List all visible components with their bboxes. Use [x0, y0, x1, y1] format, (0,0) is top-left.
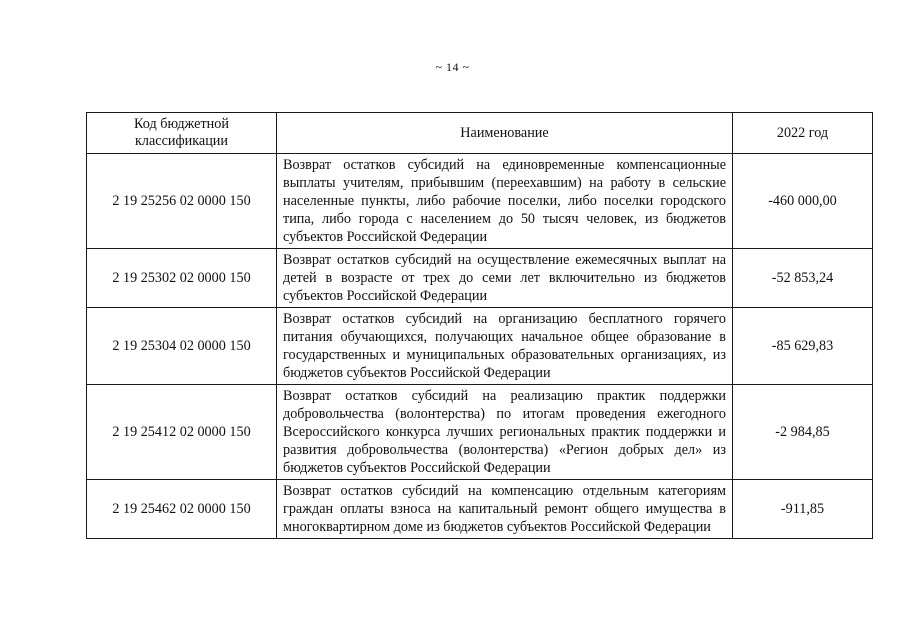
row-name: Возврат остатков субсидий на реализацию практик поддержки добровольчества (волонтерства) по итогам проведения ежегодного Всероссийского конкурса лучших региональных практик поддержки и развития добровольчества (волонтерства) «Регион добрых дел» из бюджетов субъектов Российской Федерации	[277, 385, 733, 480]
row-name: Возврат остатков субсидий на компенсацию отдельным категориям граждан оплаты взноса на капитальный ремонт общего имущества в многоквартирном доме из бюджетов субъектов Российской Федерации	[277, 480, 733, 539]
row-amount: -460 000,00	[733, 154, 873, 249]
row-amount: -2 984,85	[733, 385, 873, 480]
row-amount: -52 853,24	[733, 249, 873, 308]
row-code: 2 19 25412 02 0000 150	[87, 385, 277, 480]
table-row	[87, 308, 873, 385]
row-name: Возврат остатков субсидий на единовременные компенсационные выплаты учителям, прибывшим (переехавшим) на работу в сельские населенные пункты, либо рабочие поселки, либо поселки городского типа, либо города с населением до 50 тысяч человек, из бюджетов субъектов Российской Федерации	[277, 154, 733, 249]
table-row	[87, 249, 873, 308]
column-header-name: Наименование	[277, 113, 733, 154]
row-code: 2 19 25302 02 0000 150	[87, 249, 277, 308]
row-code: 2 19 25304 02 0000 150	[87, 308, 277, 385]
row-name: Возврат остатков субсидий на осуществление ежемесячных выплат на детей в возрасте от трех до семи лет включительно из бюджетов субъектов Российской Федерации	[277, 249, 733, 308]
column-header-code: Код бюджетной классификации	[87, 113, 277, 154]
row-code: 2 19 25256 02 0000 150	[87, 154, 277, 249]
budget-table	[86, 112, 873, 539]
row-code: 2 19 25462 02 0000 150	[87, 480, 277, 539]
table-row	[87, 480, 873, 539]
table-row	[87, 385, 873, 480]
row-amount: -911,85	[733, 480, 873, 539]
page-number: ~ 14 ~	[435, 60, 470, 74]
table-row	[87, 154, 873, 249]
row-amount: -85 629,83	[733, 308, 873, 385]
row-name: Возврат остатков субсидий на организацию бесплатного горячего питания обучающихся, получающих начальное общее образование в государственных и муниципальных образовательных организациях, из бюджетов субъектов Российской Федерации	[277, 308, 733, 385]
table-header-row	[87, 113, 873, 154]
column-header-year: 2022 год	[733, 113, 873, 154]
